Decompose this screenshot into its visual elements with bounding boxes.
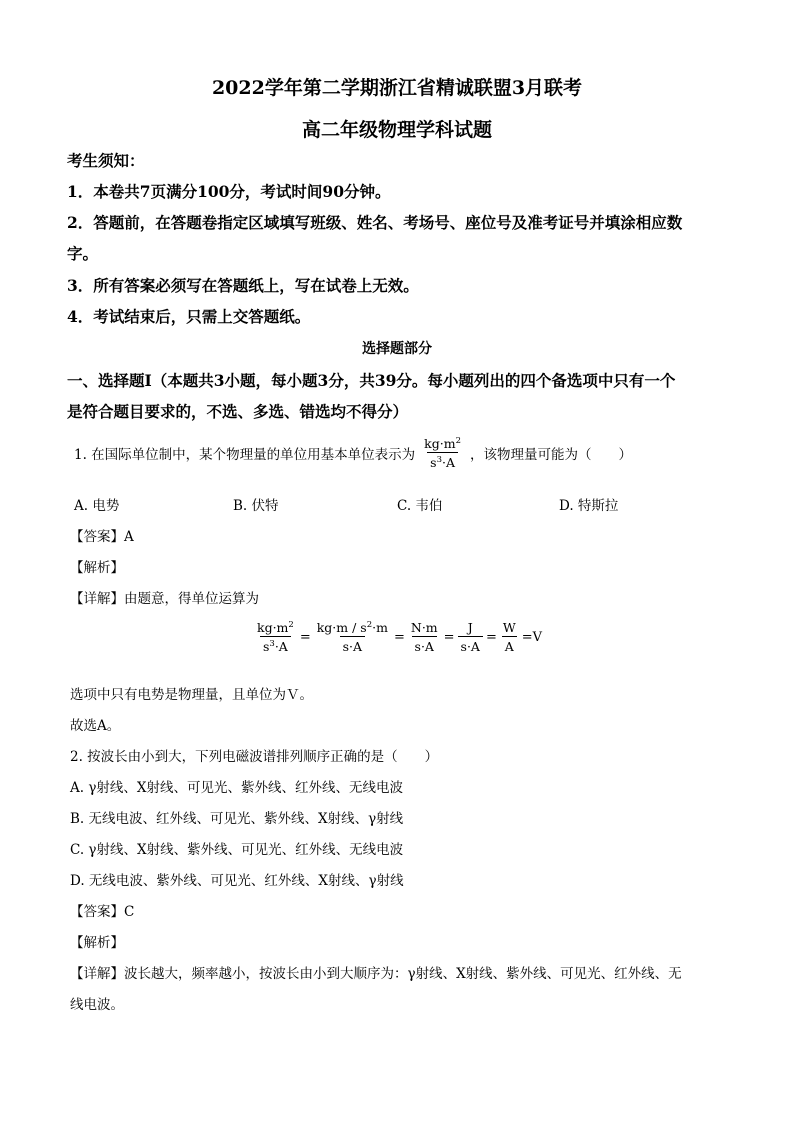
- notice-item-1: 1．本卷共7页满分100分，考试时间90分钟。: [67, 182, 391, 201]
- f5-num: W: [502, 620, 516, 636]
- q1-stem-before: 1. 在国际单位制中，某个物理量的单位用基本单位表示为: [74, 447, 416, 464]
- q1-option-d: D. 特斯拉: [559, 498, 619, 514]
- exam-subtitle: 高二年级物理学科试题: [301, 119, 492, 141]
- section-title: 选择题部分: [362, 341, 432, 357]
- f1-num: kg·m: [257, 620, 289, 636]
- q1-option-a: A. 电势: [74, 498, 120, 514]
- section-instructions-2: 是符合题目要求的，不选、多选、错选均不得分）: [67, 402, 409, 421]
- q1-stem-after: ，该物理量可能为（ ）: [470, 447, 632, 464]
- formula-fraction-3: [408, 620, 441, 654]
- q1-unit-den-tail: ·A: [442, 455, 456, 471]
- q1-option-c: C. 韦伯: [397, 498, 443, 514]
- f1-num-sup: 2: [288, 620, 294, 630]
- formula-result: =V: [521, 629, 543, 645]
- q2-stem: 2. 按波长由小到大，下列电磁波谱排列顺序正确的是（ ）: [70, 749, 439, 765]
- q1-analysis-label: 【解析】: [70, 560, 124, 576]
- q1-unit-num-sup: 2: [455, 436, 461, 446]
- f2-num-tail: ·m: [372, 620, 388, 636]
- q1-unit-num: kg·m: [424, 436, 456, 452]
- f1-den-sup: 3: [269, 639, 275, 650]
- q1-detail-label: 【详解】由题意，得单位运算为: [70, 591, 259, 607]
- q2-option-b: B. 无线电波、红外线、可见光、紫外线、X射线、γ射线: [70, 811, 404, 827]
- f4-num: J: [467, 620, 473, 636]
- q1-stem: [74, 436, 632, 470]
- exam-title: 2022学年第二学期浙江省精诚联盟3月联考: [211, 77, 583, 99]
- f5-den: A: [502, 636, 517, 654]
- q1-unit-den: s: [430, 455, 437, 471]
- q2-option-c: C. γ射线、X射线、紫外线、可见光、红外线、无线电波: [70, 842, 404, 858]
- q1-unit-fraction: [421, 436, 464, 470]
- equals-sign: =: [443, 629, 455, 645]
- formula-fraction-2: [314, 620, 391, 654]
- q1-unit-derivation: [252, 620, 543, 654]
- equals-sign: =: [393, 629, 405, 645]
- equals-sign: =: [299, 629, 311, 645]
- q2-option-d: D. 无线电波、紫外线、可见光、红外线、X射线、γ射线: [70, 873, 404, 889]
- notice-item-2-cont: 字。: [67, 244, 99, 263]
- q2-detail-1: 【详解】波长越大，频率越小，按波长由小到大顺序为：γ射线、X射线、紫外线、可见光、红外线、无: [70, 966, 682, 982]
- q1-answer: 【答案】A: [70, 529, 134, 545]
- q2-detail-2: 线电波。: [70, 997, 124, 1013]
- q2-option-a: A. γ射线、X射线、可见光、紫外线、红外线、无线电波: [70, 780, 404, 796]
- notice-item-3: 3．所有答案必须写在答题纸上，写在试卷上无效。: [67, 276, 419, 295]
- equals-sign: =: [485, 629, 497, 645]
- f4-den: s·A: [458, 636, 483, 654]
- q1-option-b: B. 伏特: [233, 498, 279, 514]
- f1-den: s: [262, 639, 270, 655]
- notice-heading: 考生须知：: [67, 151, 145, 170]
- q2-answer: 【答案】C: [70, 904, 135, 920]
- formula-fraction-1: [254, 620, 297, 654]
- notice-item-2: 2．答题前，在答题卷指定区域填写班级、姓名、考场号、座位号及准考证号并填涂相应数: [67, 213, 683, 232]
- notice-item-4: 4．考试结束后，只需上交答题纸。: [67, 307, 311, 326]
- f2-num-sup: 2: [366, 620, 373, 631]
- q1-conclusion: 选项中只有电势是物理量，且单位为Ｖ。: [70, 687, 313, 703]
- f1-den-tail: ·A: [274, 639, 288, 655]
- f2-num: kg·m / s: [316, 620, 367, 636]
- f2-den: s·A: [340, 636, 365, 654]
- formula-fraction-5: [500, 620, 519, 654]
- f3-den: s·A: [412, 636, 437, 654]
- formula-fraction-4: [458, 620, 483, 654]
- q2-analysis-label: 【解析】: [70, 935, 124, 951]
- f3-num: N·m: [410, 620, 438, 636]
- q1-final: 故选A。: [70, 718, 121, 734]
- section-instructions-1: 一、选择题Ⅰ（本题共3小题，每小题3分，共39分。每小题列出的四个备选项中只有一个: [67, 371, 676, 390]
- q1-unit-den-sup: 3: [436, 455, 442, 466]
